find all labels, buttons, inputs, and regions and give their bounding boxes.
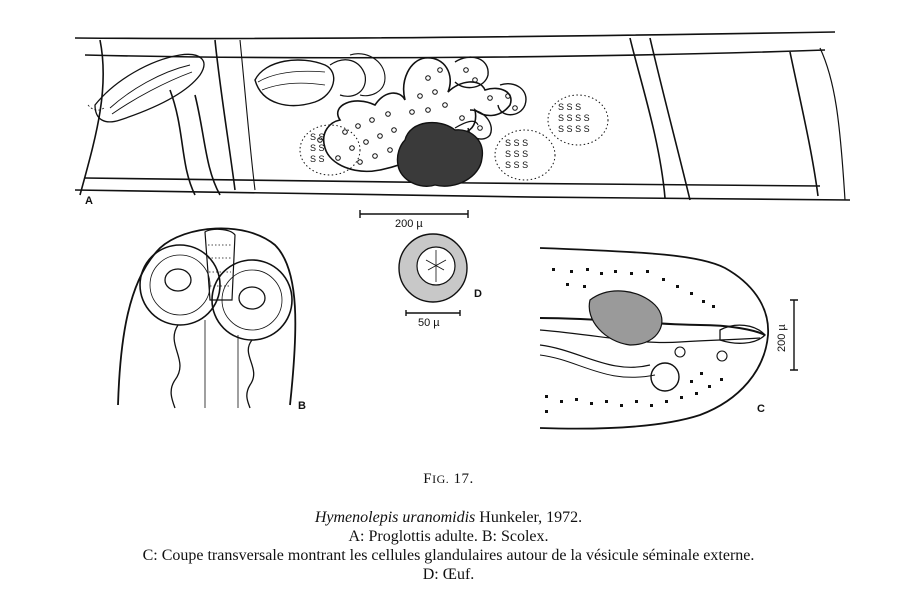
testis-s: S: [505, 138, 512, 148]
scale-label-c: 200 µ: [776, 324, 788, 352]
fig-number-prefix: F: [423, 471, 433, 487]
testis-s: S: [575, 124, 582, 134]
testis-s: S: [522, 138, 529, 148]
testis-s: S: [310, 143, 317, 153]
testis-cluster-3: [558, 102, 618, 135]
caption-line-4: D: Œuf.: [422, 566, 475, 583]
testis-s: S: [566, 102, 573, 112]
testis-s: S: [318, 154, 325, 164]
testis-s: S: [513, 138, 520, 148]
testis-s: S: [513, 149, 520, 159]
testis-s: S: [566, 124, 573, 134]
panel-label-c: C: [757, 403, 765, 415]
scale-label-a: 200 µ: [395, 218, 423, 230]
testis-s: S: [318, 132, 325, 142]
panel-c-cross-section: [540, 248, 768, 429]
caption-line-2: A: Proglottis adulte. B: Scolex.: [348, 528, 549, 545]
testis-s: S: [513, 160, 520, 170]
panel-d-egg: [399, 234, 467, 302]
figure-number: [0, 471, 897, 488]
fig-number-smallcaps: IG.: [432, 472, 450, 486]
testis-s: S: [566, 113, 573, 123]
testis-s: S: [575, 113, 582, 123]
testis-s: S: [310, 132, 317, 142]
scale-label-d: 50 µ: [418, 317, 440, 329]
species-name: Hymenolepis uranomidis: [314, 509, 476, 526]
testis-s: S: [558, 124, 565, 134]
caption-line-3: C: Coupe transversale montrant les cellules glandulaires autour de la vésicule séminale externe.: [142, 547, 755, 564]
testis-s: S: [522, 160, 529, 170]
testis-s: S: [575, 102, 582, 112]
testis-cluster-1: [310, 132, 360, 165]
testis-s: S: [505, 160, 512, 170]
species-authority: Hunkeler, 1972.: [479, 509, 583, 526]
testis-s: S: [558, 113, 565, 123]
panel-label-b: B: [298, 400, 306, 412]
fig-number-value: 17.: [453, 471, 474, 487]
testis-s: S: [583, 113, 590, 123]
testis-s: S: [558, 102, 565, 112]
caption-title-line: [0, 509, 897, 527]
testis-s: S: [583, 124, 590, 134]
panel-b-scolex: [118, 228, 295, 408]
testis-s: S: [505, 149, 512, 159]
testis-cluster-2: [505, 138, 565, 171]
testis-s: S: [318, 143, 325, 153]
testis-s: S: [522, 149, 529, 159]
panel-label-a: A: [85, 195, 93, 207]
testis-s: S: [310, 154, 317, 164]
panel-label-d: D: [474, 288, 482, 300]
